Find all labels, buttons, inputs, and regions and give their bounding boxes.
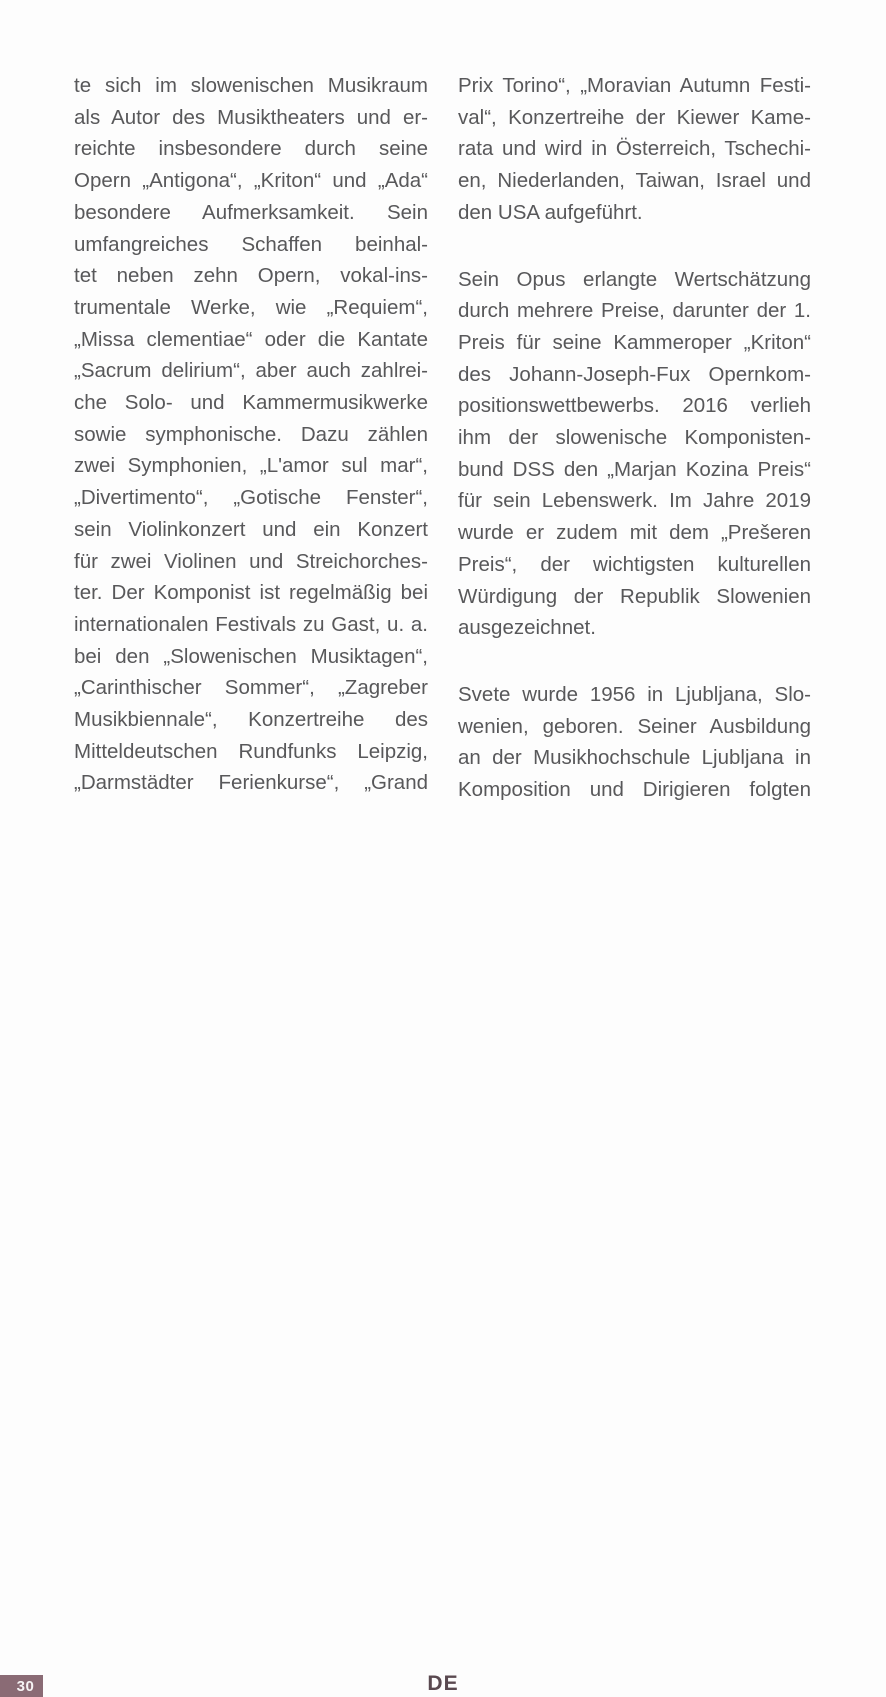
text-line: bei den „Slowenischen Musiktagen“, [74, 644, 428, 668]
text-line: en, Niederlanden, Taiwan, Israel und [458, 169, 811, 193]
text-line: Mitteldeutschen Rundfunks Leipzig, [74, 739, 428, 763]
text-line: zwei Symphonien, „L'amor sul mar“, [74, 454, 428, 478]
text-line: für zwei Violinen und Streichorches- [74, 549, 428, 573]
text-line: Sein Opus erlangte Wertschätzung [458, 267, 811, 291]
text-line: ter. Der Komponist ist regelmäßig bei [74, 581, 428, 605]
text-line: des Johann-Joseph-Fux Opernkom- [458, 362, 811, 386]
text-line: val“, Konzertreihe der Kiewer Kame- [458, 105, 811, 129]
text-line: ausgezeichnet. [458, 616, 596, 640]
text-line: reichte insbesondere durch seine [74, 137, 428, 161]
text-line: Prix Torino“, „Moravian Autumn Festi- [458, 74, 811, 97]
text-line: sowie symphonische. Dazu zählen [74, 422, 428, 446]
text-line: Musikbiennale“, Konzertreihe des [74, 708, 428, 732]
text-line: positionswettbewerbs. 2016 verlieh [458, 394, 811, 418]
text-line: tet neben zehn Opern, vokal-ins- [74, 264, 428, 288]
text-line: „Sacrum delirium“, aber auch zahlrei- [74, 359, 428, 383]
text-line: durch mehrere Preise, darunter der 1. [458, 299, 811, 323]
paragraph [458, 70, 811, 229]
text-line: sein Violinkonzert und ein Konzert [74, 517, 428, 541]
text-line: Opern „Antigona“, „Kriton“ und „Ada“ [74, 169, 428, 193]
text-line: „Darmstädter Ferienkurse“, „Grand [74, 771, 428, 795]
paragraph [458, 264, 811, 644]
text-line: Würdigung der Republik Slowenien [458, 584, 811, 608]
text-line: an der Musikhochschule Ljubljana in [458, 746, 811, 770]
language-label: DE [427, 1672, 459, 1695]
paragraph [74, 70, 428, 799]
text-line: besondere Aufmerksamkeit. Sein [74, 200, 428, 224]
text-line: Svete wurde 1956 in Ljubljana, Slo- [458, 682, 811, 706]
text-column-right [458, 70, 811, 806]
text-line: für sein Lebenswerk. Im Jahre 2019 [458, 489, 811, 513]
paragraph [458, 679, 811, 806]
text-line: Preis für seine Kammeroper „Kriton“ [458, 330, 811, 354]
page-number: 30 [16, 1677, 35, 1695]
text-line: „Carinthischer Sommer“, „Zagreber [74, 676, 428, 700]
text-line: che Solo- und Kammermusikwerke [74, 391, 428, 415]
text-line: Preis“, der wichtigsten kulturellen [458, 552, 811, 576]
text-line: internationalen Festivals zu Gast, u. a. [74, 612, 428, 636]
text-line: ihm der slowenische Komponisten- [458, 426, 811, 450]
text-line: umfangreiches Schaffen beinhal- [74, 232, 428, 256]
text-line: „Divertimento“, „Gotische Fenster“, [74, 486, 428, 510]
text-line: trumentale Werke, wie „Requiem“, [74, 295, 428, 319]
text-line: wurde er zudem mit dem „Prešeren [458, 521, 811, 545]
page-footer [0, 830, 886, 1695]
text-column-left [74, 70, 428, 799]
text-line: rata und wird in Österreich, Tschechi- [458, 137, 811, 161]
text-line: als Autor des Musiktheaters und er- [74, 105, 428, 129]
text-line: „Missa clementiae“ oder die Kantate [74, 327, 428, 351]
text-line: wenien, geboren. Seiner Ausbildung [458, 714, 811, 738]
text-line: bund DSS den „Marjan Kozina Preis“ [458, 457, 811, 481]
text-line: Komposition und Dirigieren folgten [458, 778, 811, 802]
text-line: den USA aufgeführt. [458, 200, 643, 224]
text-line: te sich im slowenischen Musikraum [74, 74, 428, 97]
